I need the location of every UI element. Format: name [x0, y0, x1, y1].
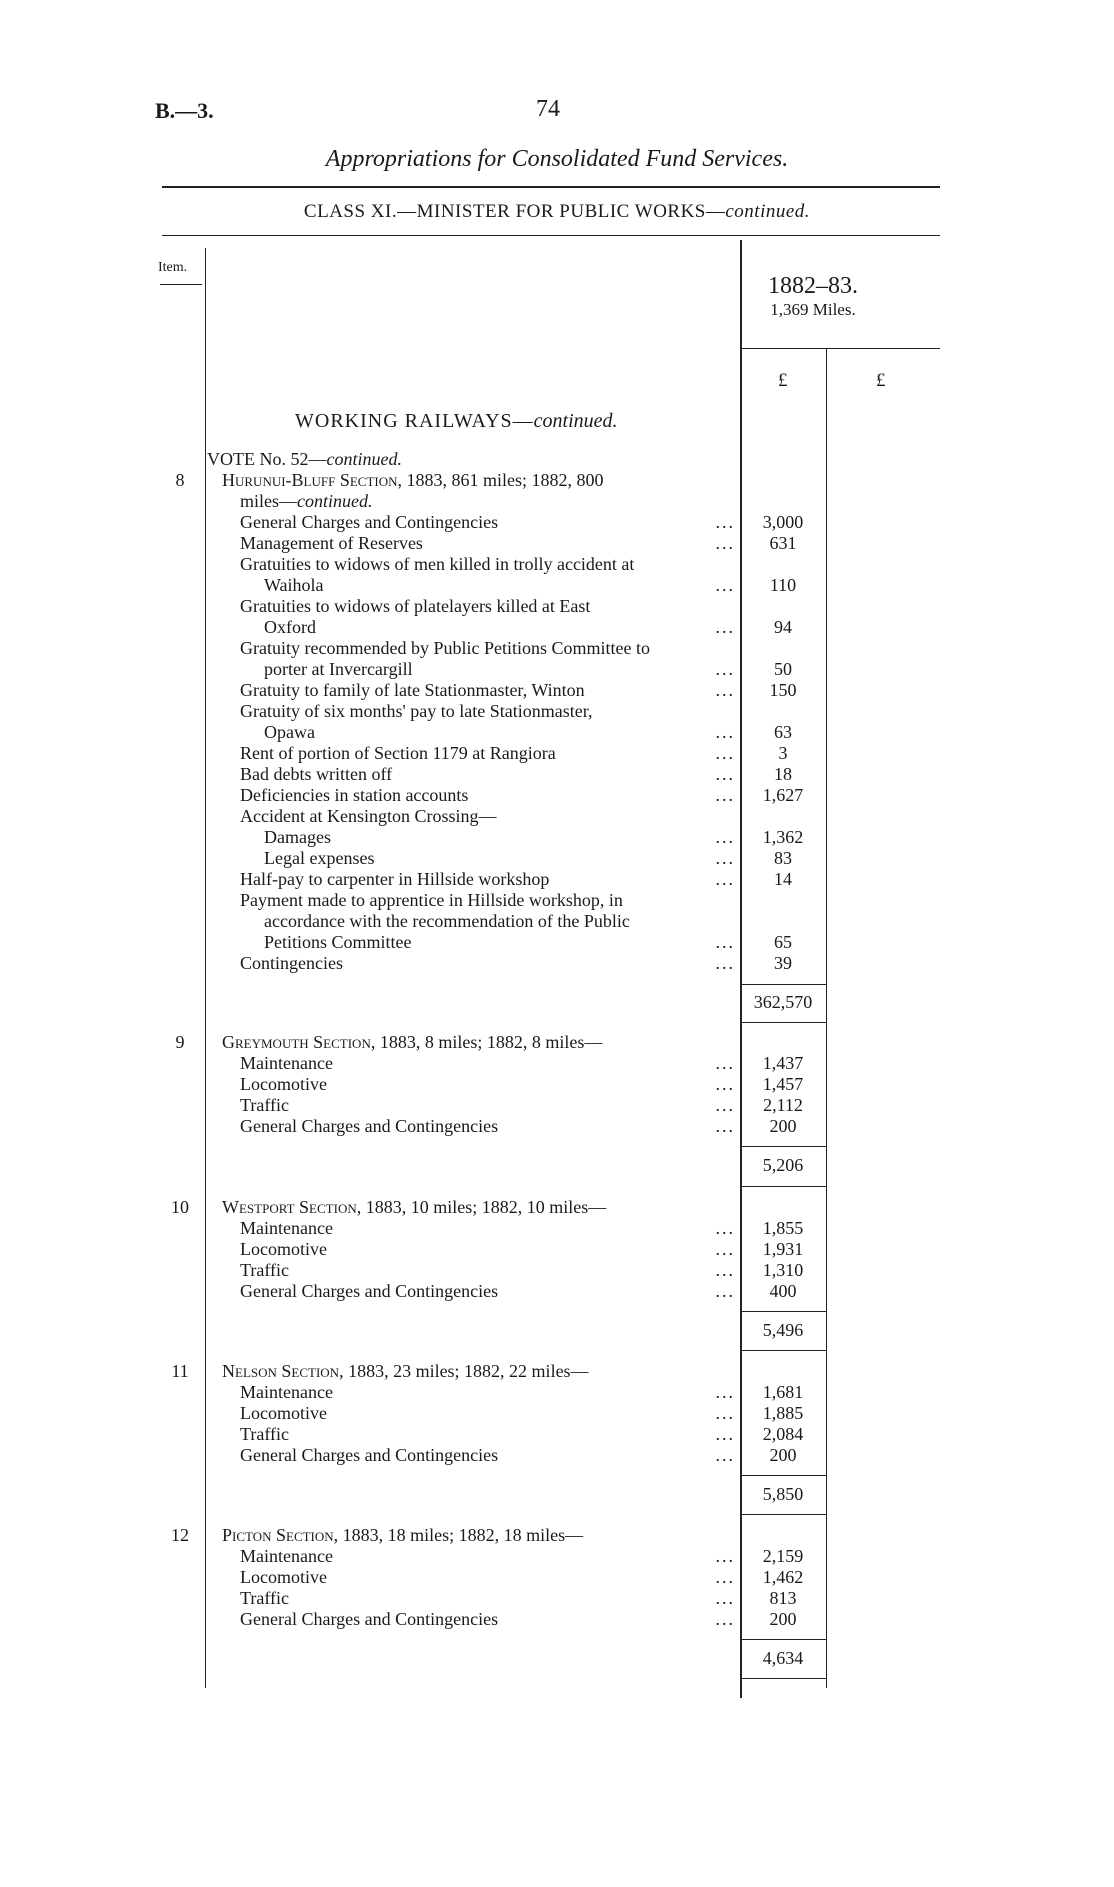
leader-dots: ...	[715, 1403, 735, 1423]
leader-dots: ...	[715, 617, 735, 637]
list-item	[240, 1218, 735, 1239]
leader-dots: ...	[715, 722, 735, 742]
row-label: Maintenance	[240, 1053, 333, 1073]
row-label: Traffic	[240, 1588, 289, 1608]
list-item	[240, 1609, 735, 1630]
row-value: 631	[769, 533, 797, 553]
row-label: Gratuity recommended by Public Petitions Committee to	[240, 638, 650, 658]
row-label: General Charges and Contingencies	[240, 1281, 499, 1301]
total-rule	[742, 1678, 826, 1679]
year-column-header: 1882–83.	[768, 273, 858, 299]
row-label: Locomotive	[240, 1239, 327, 1259]
leader-dots: ...	[715, 1546, 735, 1566]
row-label-continued: Petitions Committee	[264, 932, 412, 952]
section-name: Hurunui-Bluff Section	[222, 470, 398, 490]
row-value: 1,457	[762, 1074, 804, 1094]
leader-dots: ...	[715, 512, 735, 532]
leader-dots: ...	[715, 827, 735, 847]
list-item	[240, 554, 735, 596]
subtotal-rule	[742, 1639, 826, 1640]
amount-header-underline	[740, 348, 940, 349]
row-value: 2,159	[762, 1546, 804, 1566]
leader-dots: ...	[715, 680, 735, 700]
leader-dots: ...	[715, 1382, 735, 1402]
leader-dots: ...	[715, 1445, 735, 1465]
vote-continued: continued.	[326, 449, 402, 469]
row-value: 200	[769, 1445, 797, 1465]
list-item	[264, 827, 735, 848]
list-item	[240, 743, 735, 764]
list-item	[240, 1095, 735, 1116]
row-value: 200	[769, 1116, 797, 1136]
row-value: 1,310	[762, 1260, 804, 1280]
row-label: Traffic	[240, 1424, 289, 1444]
item-number: 10	[171, 1197, 189, 1217]
section-title-rest: , 1883, 23 miles; 1882, 22 miles—	[339, 1361, 589, 1381]
row-label: Traffic	[240, 1095, 289, 1115]
row-label: Gratuities to widows of men killed in trolly accident at	[240, 554, 635, 574]
row-value: 1,855	[762, 1218, 804, 1238]
leader-dots: ...	[715, 1218, 735, 1238]
list-item	[240, 596, 735, 638]
row-label: Maintenance	[240, 1218, 333, 1238]
section-title	[222, 1032, 602, 1053]
section-name: Greymouth Section	[222, 1032, 371, 1052]
row-value: 2,084	[762, 1424, 804, 1444]
row-label: Bad debts written off	[240, 764, 393, 784]
class-heading-continued: continued.	[725, 201, 811, 222]
leader-dots: ...	[715, 1609, 735, 1629]
list-item	[240, 890, 735, 953]
section-heading-continued: continued.	[533, 410, 618, 432]
row-label: Payment made to apprentice in Hillside workshop, in	[240, 890, 623, 910]
item-column-header: Item.	[158, 260, 188, 275]
item-number: 8	[175, 470, 185, 490]
leader-dots: ...	[715, 659, 735, 679]
row-value: 39	[774, 953, 792, 973]
section-title	[222, 470, 732, 491]
total-rule	[742, 1186, 826, 1187]
header-rule-top	[162, 186, 940, 188]
row-label: Rent of portion of Section 1179 at Rangiora	[240, 743, 556, 763]
row-value: 1,681	[762, 1382, 804, 1402]
leader-dots: ...	[715, 743, 735, 763]
list-item	[240, 785, 735, 806]
section-title-rest: , 1883, 8 miles; 1882, 8 miles—	[370, 1032, 603, 1052]
leader-dots: ...	[715, 953, 735, 973]
row-label-continued: Waihola	[264, 575, 324, 595]
list-item	[240, 953, 735, 974]
item-column-rule	[205, 248, 206, 1688]
row-label: Traffic	[240, 1260, 289, 1280]
row-value: 18	[774, 764, 792, 784]
amount-column-rule-mid	[826, 348, 827, 1688]
row-value: 1,437	[762, 1053, 804, 1073]
total-rule	[742, 1514, 826, 1515]
section-heading-text: WORKING RAILWAYS—	[295, 410, 534, 432]
list-item	[240, 1116, 735, 1137]
section-name: Westport Section	[222, 1197, 357, 1217]
row-value: 1,885	[762, 1403, 804, 1423]
list-item	[240, 1239, 735, 1260]
item-number: 11	[171, 1361, 189, 1381]
row-value: 65	[774, 932, 792, 952]
page-number: 74	[536, 96, 560, 122]
row-value: 200	[769, 1609, 797, 1629]
row-label: General Charges and Contingencies	[240, 512, 499, 532]
row-label: Gratuities to widows of platelayers killed at East	[240, 596, 591, 616]
section-title-rest: , 1883, 18 miles; 1882, 18 miles—	[333, 1525, 584, 1545]
list-item	[240, 533, 735, 554]
list-item	[240, 1281, 735, 1302]
row-value: 1,362	[762, 827, 804, 847]
section-heading	[295, 410, 618, 433]
row-label: Locomotive	[240, 1403, 327, 1423]
list-item	[240, 1445, 735, 1466]
leader-dots: ...	[715, 1588, 735, 1608]
section-title-line2	[240, 491, 372, 512]
subtotal-rule	[742, 984, 826, 985]
row-label: Gratuity of six months' pay to late Stationmaster,	[240, 701, 593, 721]
section-total: 5,496	[762, 1320, 804, 1340]
leader-dots: ...	[715, 764, 735, 784]
leader-dots: ...	[715, 848, 735, 868]
section-name: Nelson Section	[222, 1361, 340, 1381]
subtotal-rule	[742, 1475, 826, 1476]
row-value: 63	[774, 722, 792, 742]
section-title	[222, 1197, 606, 1218]
row-label: Half-pay to carpenter in Hillside workshop	[240, 869, 550, 889]
leader-dots: ...	[715, 1239, 735, 1259]
section-total: 4,634	[762, 1648, 804, 1668]
leader-dots: ...	[715, 1424, 735, 1444]
list-item	[240, 1588, 735, 1609]
item-header-underline	[160, 284, 202, 285]
row-label-continued: accordance with the recommendation of the Public	[264, 911, 630, 931]
list-item	[240, 1382, 735, 1403]
section-title-rest: , 1883, 10 miles; 1882, 10 miles—	[356, 1197, 607, 1217]
leader-dots: ...	[715, 1095, 735, 1115]
leader-dots: ...	[715, 932, 735, 952]
total-rule	[742, 1350, 826, 1351]
row-label: Management of Reserves	[240, 533, 423, 553]
row-value: 1,627	[762, 785, 804, 805]
leader-dots: ...	[715, 785, 735, 805]
section-title-line2-text: miles—	[240, 491, 297, 511]
row-label: Damages	[264, 827, 331, 847]
subtotal-rule	[742, 1146, 826, 1147]
row-value: 110	[769, 575, 797, 595]
leader-dots: ...	[715, 1053, 735, 1073]
row-label: Legal expenses	[264, 848, 375, 868]
leader-dots: ...	[715, 1567, 735, 1587]
row-label: General Charges and Contingencies	[240, 1445, 499, 1465]
list-item	[240, 512, 735, 533]
miles-column-header: 1,369 Miles.	[770, 300, 856, 319]
leader-dots: ...	[715, 1260, 735, 1280]
row-label: Contingencies	[240, 953, 343, 973]
subtotal-rule	[742, 1311, 826, 1312]
vote-text: VOTE No. 52—	[207, 449, 327, 469]
row-label: General Charges and Contingencies	[240, 1116, 499, 1136]
row-label-continued: Opawa	[264, 722, 315, 742]
section-title-rest: , 1883, 861 miles; 1882, 800	[397, 470, 604, 490]
leader-dots: ...	[715, 1116, 735, 1136]
list-item	[240, 806, 735, 827]
list-item	[240, 1053, 735, 1074]
page-title: Appropriations for Consolidated Fund Services.	[325, 146, 789, 172]
header-rule-bottom	[162, 235, 940, 236]
row-label-continued: porter at Invercargill	[264, 659, 413, 679]
row-value: 150	[769, 680, 797, 700]
list-item	[240, 1546, 735, 1567]
list-item	[240, 1403, 735, 1424]
list-item	[240, 1260, 735, 1281]
list-item	[240, 680, 735, 701]
section-total: 5,850	[762, 1484, 804, 1504]
row-label: Locomotive	[240, 1567, 327, 1587]
leader-dots: ...	[715, 1074, 735, 1094]
item-number: 9	[175, 1032, 185, 1052]
section-title	[222, 1525, 583, 1546]
list-item	[240, 1424, 735, 1445]
list-item	[240, 1074, 735, 1095]
row-label: General Charges and Contingencies	[240, 1609, 499, 1629]
row-value: 3	[778, 743, 788, 763]
section-title-continued: continued.	[297, 491, 373, 511]
leader-dots: ...	[715, 533, 735, 553]
row-value: 2,112	[763, 1095, 803, 1115]
list-item	[264, 848, 735, 869]
row-label: Maintenance	[240, 1546, 333, 1566]
leader-dots: ...	[715, 1281, 735, 1301]
row-label: Accident at Kensington Crossing—	[240, 806, 497, 826]
class-heading-text: CLASS XI.—MINISTER FOR PUBLIC WORKS—	[303, 201, 726, 222]
list-item	[240, 869, 735, 890]
section-title	[222, 1361, 589, 1382]
row-label: Gratuity to family of late Stationmaster, Winton	[240, 680, 585, 700]
row-value: 813	[769, 1588, 797, 1608]
list-item	[240, 1567, 735, 1588]
vote-heading	[207, 449, 402, 470]
class-heading	[0, 201, 1114, 223]
row-label: Maintenance	[240, 1382, 333, 1402]
row-value: 83	[774, 848, 792, 868]
row-value: 400	[769, 1281, 797, 1301]
row-label: Locomotive	[240, 1074, 327, 1094]
row-value: 50	[774, 659, 792, 679]
leader-dots: ...	[715, 575, 735, 595]
list-item	[240, 764, 735, 785]
list-item	[240, 638, 735, 680]
leader-dots: ...	[715, 869, 735, 889]
section-total: 5,206	[762, 1155, 804, 1175]
total-rule	[742, 1022, 826, 1023]
document-reference: B.—3.	[155, 98, 214, 123]
row-value: 1,462	[762, 1567, 804, 1587]
pound-sign-column-1: £	[778, 370, 788, 391]
pound-sign-column-2: £	[876, 370, 886, 391]
row-value: 1,931	[762, 1239, 804, 1259]
row-value: 94	[774, 617, 792, 637]
row-value: 3,000	[762, 512, 804, 532]
row-label: Deficiencies in station accounts	[240, 785, 469, 805]
row-value: 14	[774, 869, 792, 889]
list-item	[240, 701, 735, 743]
item-number: 12	[171, 1525, 189, 1545]
section-total: 362,570	[753, 992, 813, 1012]
section-name: Picton Section	[222, 1525, 334, 1545]
row-label-continued: Oxford	[264, 617, 316, 637]
